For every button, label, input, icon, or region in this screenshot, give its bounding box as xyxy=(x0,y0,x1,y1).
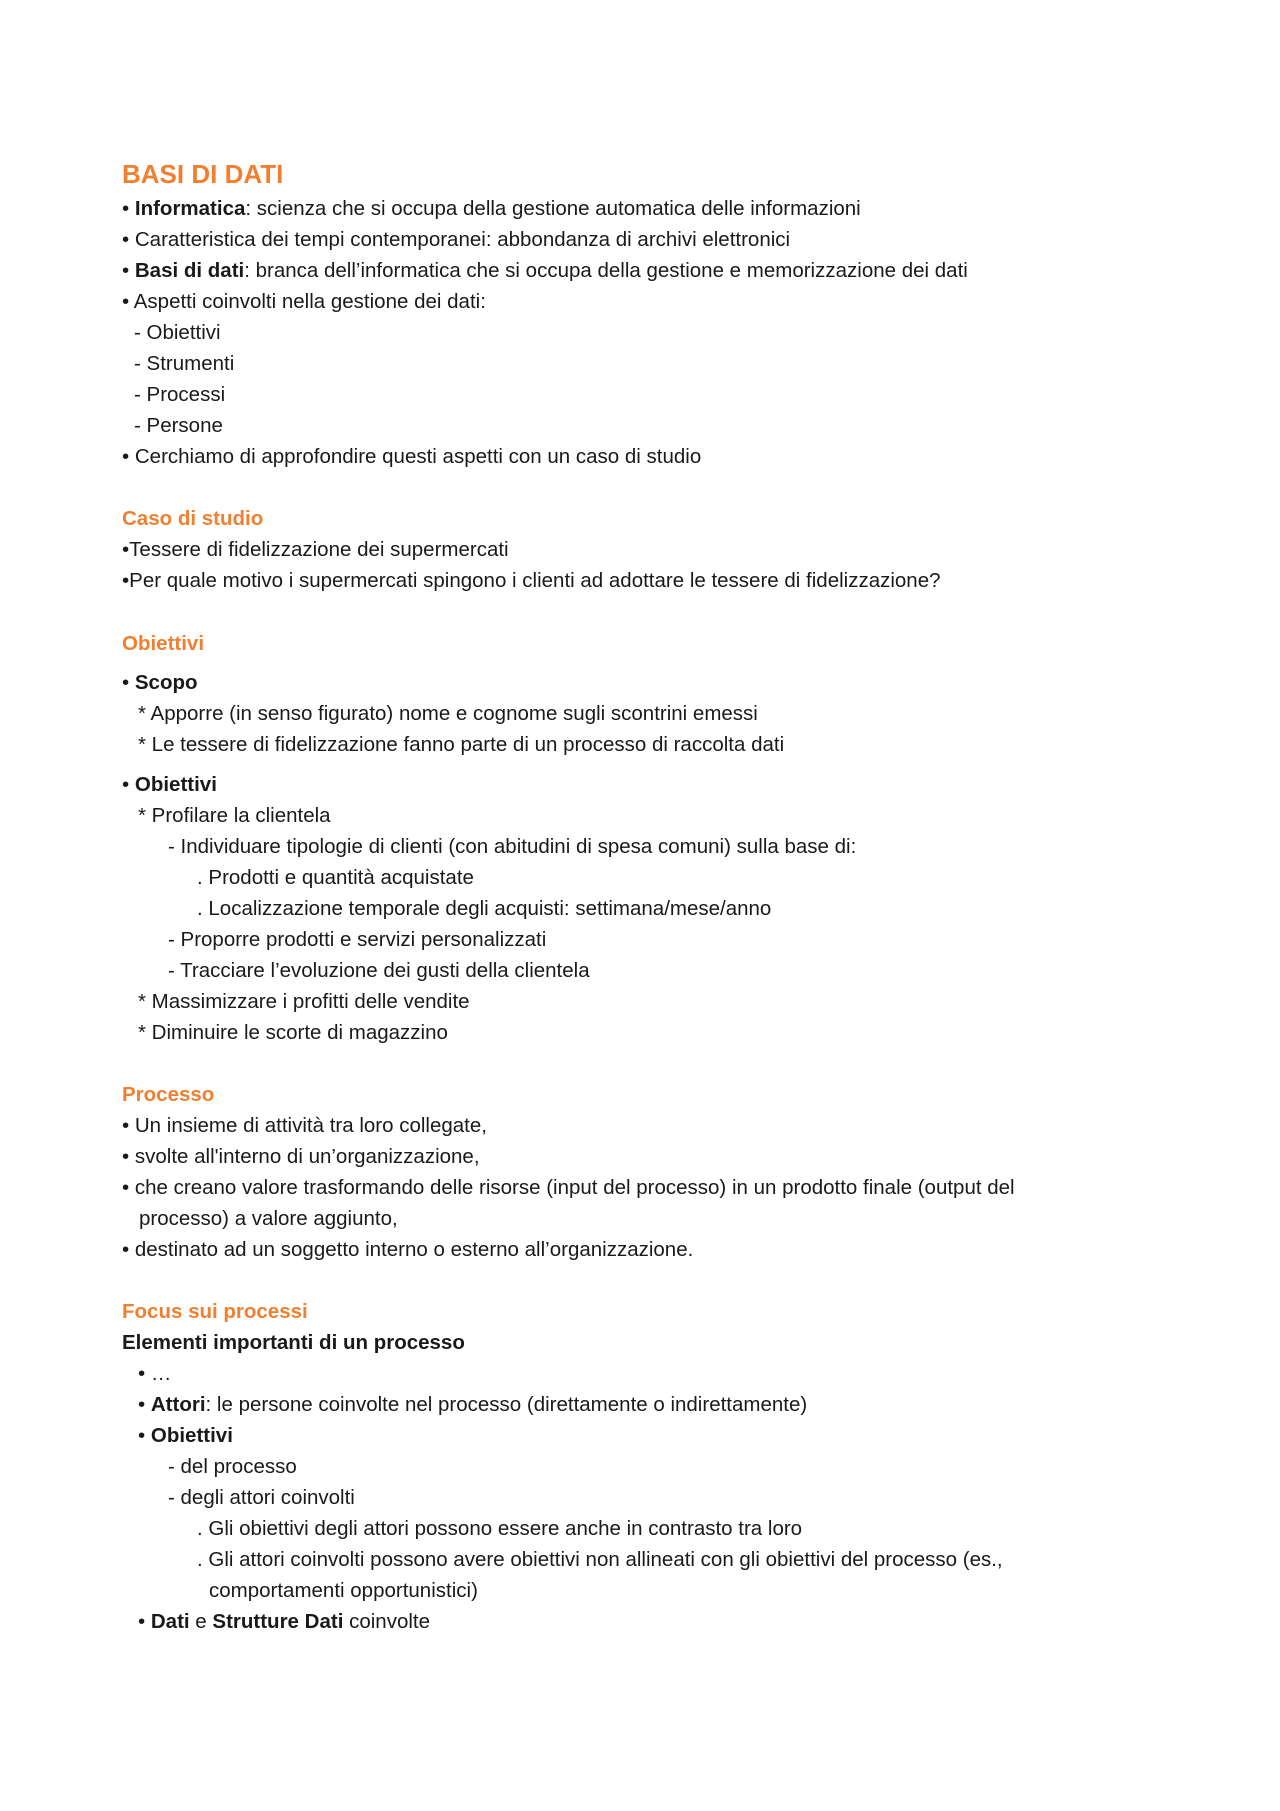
processo-p1-text: Un insieme di attività tra loro collegate, xyxy=(134,1114,487,1137)
intro-l3-text: : branca dell’informatica che si occupa della gestione e memorizzazione dei dati xyxy=(244,259,968,282)
focus-dati-text: coinvolte xyxy=(343,1610,430,1633)
processo-p3a-text: che creano valore trasformando delle risorse (input del processo) in un prodotto finale (output del xyxy=(134,1176,1015,1199)
term-dati: Dati xyxy=(150,1610,190,1633)
term-strutture-dati: Strutture Dati xyxy=(212,1610,344,1633)
processo-line: • svolte all'interno di un’organizzazione, xyxy=(122,1145,480,1168)
obiettivi-subitem: - Tracciare l’evoluzione dei gusti della clientela xyxy=(168,959,590,982)
obiettivi-item: * Profilare la clientela xyxy=(138,804,331,827)
intro-line-cerchiamo: • Cerchiamo di approfondire questi aspetti con un caso di studio xyxy=(122,445,702,468)
focus-line-obiettivi: • Obiettivi xyxy=(138,1424,233,1447)
intro-line-caratteristica: • Caratteristica dei tempi contemporanei: abbondanza di archivi elettronici xyxy=(122,228,791,251)
processo-line: • che creano valore trasformando delle risorse (input del processo) in un prodotto finale (output del xyxy=(122,1176,1015,1199)
focus-dati-mid: e xyxy=(189,1610,213,1633)
focus-subitem: - degli attori coinvolti xyxy=(168,1486,355,1509)
intro-l4-text: Aspetti coinvolti nella gestione dei dati: xyxy=(133,290,486,313)
aspect-item: - Strumenti xyxy=(134,352,235,375)
term-basi-di-dati: Basi di dati xyxy=(134,259,245,282)
scopo-item: * Le tessere di fidelizzazione fanno parte di un processo di raccolta dati xyxy=(138,733,785,756)
term-obiettivi: Obiettivi xyxy=(134,773,217,796)
focus-subitem: - del processo xyxy=(168,1455,297,1478)
heading-obiettivi: Obiettivi xyxy=(122,632,205,655)
intro-l5-text: Cerchiamo di approfondire questi aspetti con un caso di studio xyxy=(134,445,702,468)
intro-line-informatica: • Informatica: scienza che si occupa della gestione automatica delle informazioni xyxy=(122,197,861,220)
intro-l2-text: Caratteristica dei tempi contemporanei: abbondanza di archivi elettronici xyxy=(134,228,791,251)
heading-focus-sui-processi: Focus sui processi xyxy=(122,1300,308,1323)
obiettivi-subsubitem: . Prodotti e quantità acquistate xyxy=(197,866,474,889)
processo-line: • Un insieme di attività tra loro collegate, xyxy=(122,1114,487,1137)
focus-line: • … xyxy=(138,1362,172,1385)
processo-line: • destinato ad un soggetto interno o esterno all’organizzazione. xyxy=(122,1238,694,1261)
intro-line-aspetti: • Aspetti coinvolti nella gestione dei dati: xyxy=(122,290,486,313)
aspect-item: - Obiettivi xyxy=(134,321,221,344)
caso-line: •Per quale motivo i supermercati spingono i clienti ad adottare le tessere di fidelizzazione? xyxy=(122,569,941,592)
term-focus-obiettivi: Obiettivi xyxy=(150,1424,233,1447)
intro-l1-text: : scienza che si occupa della gestione automatica delle informazioni xyxy=(245,197,861,220)
obiettivi-subsubitem: . Localizzazione temporale degli acquisti: settimana/mese/anno xyxy=(197,897,772,920)
obiettivi-line: • Obiettivi xyxy=(122,773,217,796)
caso-line: •Tessere di fidelizzazione dei supermercati xyxy=(122,538,509,561)
subheading-elementi: Elementi importanti di un processo xyxy=(122,1331,465,1354)
scopo-item: * Apporre (in senso figurato) nome e cognome sugli scontrini emessi xyxy=(138,702,758,725)
heading-caso-di-studio: Caso di studio xyxy=(122,507,264,530)
focus-subsubitem-cont: comportamenti opportunistici) xyxy=(209,1579,478,1602)
intro-line-basi-di-dati: • Basi di dati: branca dell’informatica che si occupa della gestione e memorizzazione dei dati xyxy=(122,259,968,282)
term-informatica: Informatica xyxy=(134,197,246,220)
obiettivi-subitem: - Proporre prodotti e servizi personalizzati xyxy=(168,928,547,951)
aspect-item: - Processi xyxy=(134,383,226,406)
obiettivi-subitem: - Individuare tipologie di clienti (con abitudini di spesa comuni) sulla base di: xyxy=(168,835,857,858)
focus-subsubitem: . Gli attori coinvolti possono avere obiettivi non allineati con gli obiettivi del processo (es., xyxy=(197,1548,1003,1571)
focus-ellipsis: … xyxy=(150,1362,172,1385)
focus-attori-text: : le persone coinvolte nel processo (direttamente o indirettamente) xyxy=(205,1393,808,1416)
focus-subsubitem: . Gli obiettivi degli attori possono essere anche in contrasto tra loro xyxy=(197,1517,803,1540)
heading-processo: Processo xyxy=(122,1083,215,1106)
processo-p4-text: destinato ad un soggetto interno o esterno all’organizzazione. xyxy=(134,1238,694,1261)
processo-line-cont: processo) a valore aggiunto, xyxy=(139,1207,398,1230)
obiettivi-item: * Massimizzare i profitti delle vendite xyxy=(138,990,470,1013)
obiettivi-item: * Diminuire le scorte di magazzino xyxy=(138,1021,448,1044)
scopo-line: • Scopo xyxy=(122,671,198,694)
page-title: BASI DI DATI xyxy=(122,159,284,189)
focus-line-attori: • Attori: le persone coinvolte nel processo (direttamente o indirettamente) xyxy=(138,1393,808,1416)
aspect-item: - Persone xyxy=(134,414,223,437)
focus-line-dati: • Dati e Strutture Dati coinvolte xyxy=(138,1610,430,1633)
processo-p2-text: svolte all'interno di un’organizzazione, xyxy=(134,1145,480,1168)
term-scopo: Scopo xyxy=(134,671,198,694)
term-attori: Attori xyxy=(150,1393,206,1416)
